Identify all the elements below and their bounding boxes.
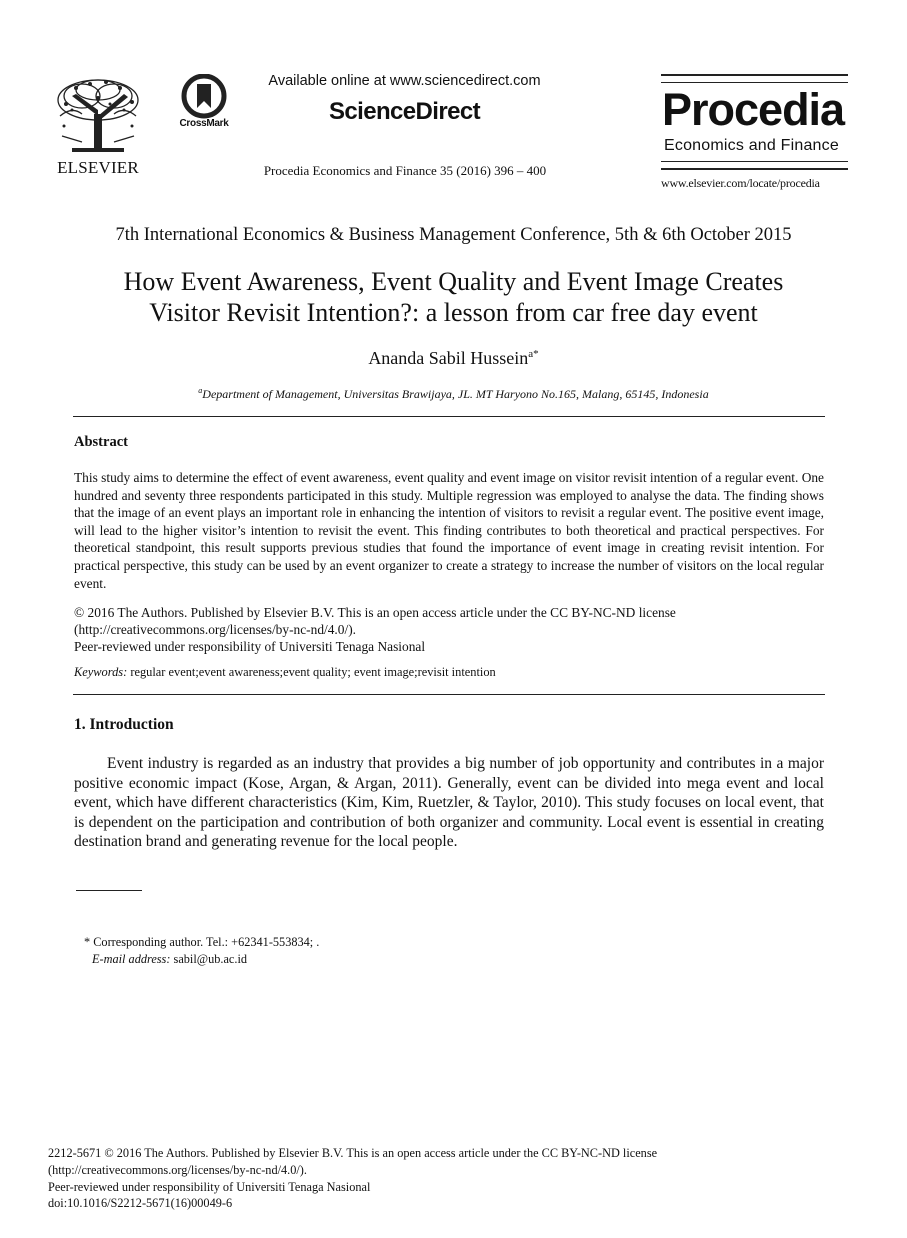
author-line <box>40 348 867 369</box>
available-online-text: Available online at www.sciencedirect.com <box>268 73 541 89</box>
footer-license-link[interactable]: (http://creativecommons.org/licenses/by-nc-nd/4.0/). <box>48 1162 307 1177</box>
author-marks: a* <box>528 348 539 360</box>
affiliation-text: Department of Management, Universitas Brawijaya, JL. MT Haryono No.165, Malang, 65145, Indonesia <box>202 387 709 401</box>
journal-subtitle: Economics and Finance <box>664 137 839 154</box>
page-footer <box>48 1145 848 1212</box>
title-line-2: Visitor Revisit Intention?: a lesson from car free day event <box>149 298 758 327</box>
keywords-label: Keywords: <box>74 665 128 679</box>
journal-brand-bottom-rule <box>661 161 848 170</box>
publisher-name: ELSEVIER <box>57 158 139 177</box>
journal-reference: Procedia Economics and Finance 35 (2016) 396 – 400 <box>263 163 547 178</box>
author-name: Ananda Sabil Hussein <box>368 348 529 368</box>
footer-issn-line: 2212-5671 © 2016 The Authors. Published by Elsevier B.V. This is an open access article under the CC BY-NC-ND license <box>48 1146 658 1160</box>
footnote-rule <box>76 890 142 891</box>
journal-brand: Procedia <box>662 84 845 135</box>
sciencedirect-brand: ScienceDirect <box>329 98 480 125</box>
copyright-line-1: © 2016 The Authors. Published by Elsevier B.V. This is an open access article under the CC BY-NC-ND license <box>74 605 676 620</box>
introduction-paragraph: Event industry is regarded as an industry that provides a big number of job opportunity and contributes in a major positive economic impact (Kose, Argan, & Argan, 2011). Generally, event can be divided into mega event and local event, which have different characteristics (Kim, Kim, Ruetzler, & Taylor, 2010). This study focuses on local event, that is dependent on the participation and contribution of both organizer and community. Local event is essential in creating destination brand and generating revenue for the local people. <box>74 755 824 851</box>
keywords-text: regular event;event awareness;event quality; event image;revisit intention <box>130 665 496 679</box>
corresponding-author: * Corresponding author. Tel.: +62341-553834; . <box>84 935 320 949</box>
article-title <box>60 266 847 328</box>
email-line <box>84 951 319 968</box>
keywords-line <box>74 665 824 680</box>
conference-name: 7th International Economics & Business Management Conference, 5th & 6th October 2015 <box>115 225 792 245</box>
footnote <box>84 934 319 968</box>
section-heading-introduction: 1. Introduction <box>74 716 174 733</box>
journal-url[interactable]: www.elsevier.com/locate/procedia <box>661 176 820 190</box>
copyright-license-link[interactable]: (http://creativecommons.org/licenses/by-nc-nd/4.0/). <box>74 622 357 637</box>
divider-top <box>73 416 825 417</box>
abstract-heading: Abstract <box>74 434 128 450</box>
email-address[interactable]: sabil@ub.ac.id <box>173 952 248 966</box>
footer-peer-review: Peer-reviewed under responsibility of Universiti Tenaga Nasional <box>48 1179 371 1194</box>
crossmark-icon[interactable] <box>178 74 230 120</box>
footer-doi[interactable]: doi:10.1016/S2212-5671(16)00049-6 <box>48 1196 233 1211</box>
crossmark-label[interactable]: CrossMark <box>179 118 229 129</box>
peer-review-note: Peer-reviewed under responsibility of Universiti Tenaga Nasional <box>74 639 426 654</box>
copyright-block <box>74 604 824 655</box>
divider-bottom <box>73 694 825 695</box>
journal-brand-top-rule <box>661 74 848 83</box>
title-line-1: How Event Awareness, Event Quality and Event Image Creates <box>123 267 784 296</box>
affiliation <box>40 386 867 402</box>
affiliation-mark: a <box>198 386 203 395</box>
elsevier-tree-logo <box>52 76 144 158</box>
email-label: E-mail address: <box>92 952 171 966</box>
abstract-text: This study aims to determine the effect of event awareness, event quality and event image on visitor revisit intention of a regular event. One hundred and seventy three respondents participated in this study. Multiple regression was employed to analyse the data. The finding shows that the image of an event plays an important role in enhancing the intention of visitors to revisit a regular event. The positive event image, will lead to the higher visitor’s intention to revisit the event. This finding contributes to both theoretical and practical perspectives. For theoretical standpoint, this result supports previous studies that found the importance of event image in creating revisit intention. For practical perspective, this study can be used by an event organizer to create a strategy to increase the number of visitors on the local regular event. <box>74 470 824 591</box>
